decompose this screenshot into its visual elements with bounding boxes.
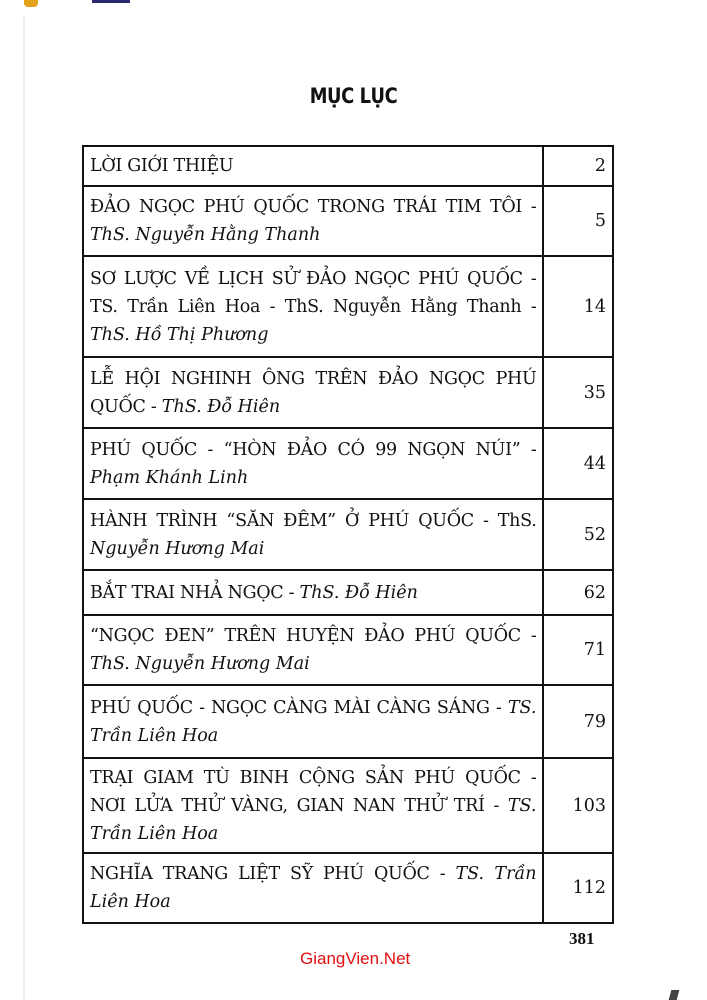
toc-entry-author: ThS. Nguyễn Hương Mai: [90, 654, 310, 674]
toc-row[interactable]: [83, 615, 613, 685]
toc-entry-title: PHÚ QUỐC - “HÒN ĐẢO CÓ 99 NGỌN NÚI” -: [90, 439, 537, 460]
toc-entry-title: BẮT TRAI NHẢ NGỌC -: [90, 582, 300, 603]
toc-row[interactable]: [83, 357, 613, 428]
corner-mark-decoration: [669, 990, 680, 1000]
toc-entry-author: ThS. Hồ Thị Phương: [90, 324, 269, 345]
toc-page-number: 2: [543, 146, 613, 186]
toc-page-number: 79: [543, 685, 613, 758]
toc-entry-author: ThS. Đỗ Hiên: [161, 396, 281, 417]
toc-entry-title: NGHĨA TRANG LIỆT SỸ PHÚ QUỐC -: [90, 864, 456, 884]
toc-row[interactable]: [83, 853, 613, 923]
toc-entry: [83, 186, 543, 256]
toc-entry: [83, 758, 543, 853]
toc-entry-author: Nguyễn Hương Mai: [90, 538, 265, 559]
toc-entry-author: Phạm Khánh Linh: [90, 467, 249, 488]
watermark-link[interactable]: GiangVien.Net: [300, 949, 411, 968]
toc-page-number: 14: [543, 256, 613, 357]
page-title: MỤC LỤC: [309, 84, 398, 108]
toc-entry: [83, 685, 543, 758]
page-edge: [23, 15, 25, 1000]
toc-entry-author: TS. Trần Liên Hoa: [90, 795, 537, 844]
toc-entry-author: TS. Trần Liên Hoa: [90, 697, 537, 746]
toc-row[interactable]: [83, 499, 613, 570]
page-number: 381: [569, 929, 595, 948]
toc-row[interactable]: [83, 570, 613, 615]
toc-row[interactable]: [83, 758, 613, 853]
toc-page-number: 103: [543, 758, 613, 853]
toc-entry: [83, 615, 543, 685]
corner-tab-decoration: [92, 0, 130, 3]
toc-entry: [83, 570, 543, 615]
toc-entry: [83, 357, 543, 428]
toc-entry: [83, 853, 543, 923]
toc-row[interactable]: [83, 428, 613, 499]
toc-entry: [83, 256, 543, 357]
toc-page-number: 52: [543, 499, 613, 570]
toc-entry-title: HÀNH TRÌNH “SĂN ĐÊM” Ở PHÚ QUỐC - ThS.: [90, 510, 537, 531]
table-of-contents: [82, 145, 614, 924]
toc-entry-title: TRẠI GIAM TÙ BINH CỘNG SẢN PHÚ QUỐC - NƠI LỬA THỬ VÀNG, GIAN NAN THỬ TRÍ -: [90, 767, 537, 816]
toc-page-number: 35: [543, 357, 613, 428]
toc-entry-title: LỜI GIỚI THIỆU: [90, 156, 234, 176]
toc-entry-author: ThS. Nguyễn Hằng Thanh: [90, 225, 321, 245]
toc-entry-title: “NGỌC ĐEN” TRÊN HUYỆN ĐẢO PHÚ QUỐC -: [90, 626, 537, 646]
corner-tab-decoration: [24, 0, 38, 7]
toc-page-number: 71: [543, 615, 613, 685]
toc-entry-author: ThS. Đỗ Hiên: [299, 582, 418, 603]
toc-entry-author: TS. Trần Liên Hoa: [90, 864, 537, 912]
toc-entry: [83, 499, 543, 570]
toc-row[interactable]: [83, 685, 613, 758]
toc-page-number: 62: [543, 570, 613, 615]
toc-entry-title: ĐẢO NGỌC PHÚ QUỐC TRONG TRÁI TIM TÔI -: [90, 197, 537, 217]
toc-row[interactable]: [83, 186, 613, 256]
toc-page-number: 44: [543, 428, 613, 499]
toc-page-number: 112: [543, 853, 613, 923]
toc-entry-title: SƠ LƯỢC VỀ LỊCH SỬ ĐẢO NGỌC PHÚ QUỐC - TS. Trần Liên Hoa - ThS. Nguyễn Hằng Thanh -: [90, 268, 537, 317]
toc-entry-title: LỄ HỘI NGHINH ÔNG TRÊN ĐẢO NGỌC PHÚ QUỐC -: [90, 368, 537, 417]
toc-row[interactable]: [83, 146, 613, 186]
toc-entry: [83, 146, 543, 186]
toc-page-number: 5: [543, 186, 613, 256]
toc-entry-title: PHÚ QUỐC - NGỌC CÀNG MÀI CÀNG SÁNG -: [90, 697, 508, 718]
toc-entry: [83, 428, 543, 499]
toc-row[interactable]: [83, 256, 613, 357]
